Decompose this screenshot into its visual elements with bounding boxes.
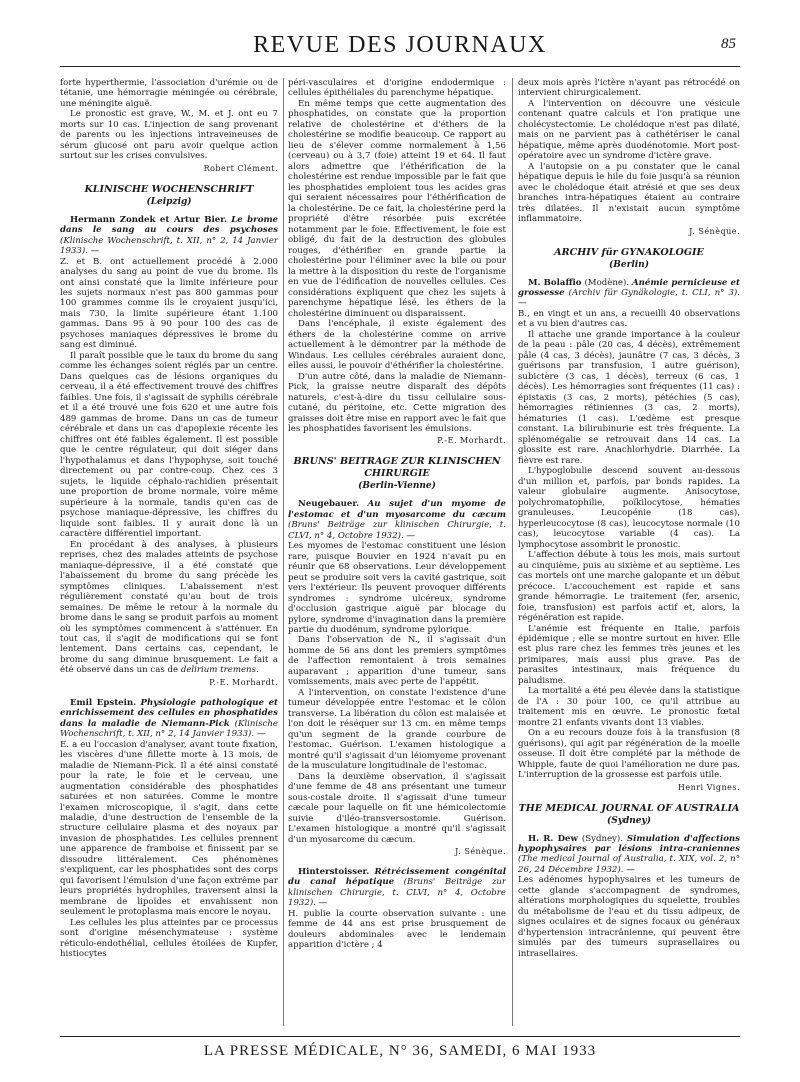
paragraph: deux mois après l'ictère n'ayant pas rétrocédé on intervient chirurgicalement. bbox=[518, 78, 740, 99]
article-reference: (Klinische Wochenschrift, t. XII, n° 2, 14 Janvier 1933). — bbox=[60, 235, 278, 257]
paragraph: Les cellules les plus atteintes par ce processus sont d'origine mésenchymateuse : système réticulo-endothélial, cellules étoilées de Kupfer, histiocytes bbox=[60, 917, 278, 960]
article-lead bbox=[518, 834, 740, 876]
columns bbox=[60, 78, 740, 1026]
paragraph: B., en vingt et un ans, a recueilli 40 observations et a vu bien d'autres cas. bbox=[518, 308, 740, 330]
article-reference: (Archiv für Gynäkologie, t. CLI, n° 3). — bbox=[518, 288, 740, 309]
signature: J. Sénèque. bbox=[689, 226, 740, 236]
article-author: M. Bolaffio bbox=[528, 277, 582, 288]
paragraph: A l'intervention on découvre une vésicule contenant quatre calculs et l'on pratique une cholécystectomie. Le cholédoque n'est pas dilaté, mais on ne parvient pas à cathétériser le canal hépatique, même après duodénotomie. Mort post-opératoire avec un syndrome d'ictère grave. bbox=[518, 98, 740, 162]
article-author: Hinterstoisser. bbox=[298, 866, 370, 877]
section-title: BRUNS' BEITRAGE ZUR KLINISCHEN CHIRURGIE bbox=[293, 456, 501, 480]
article-lead bbox=[60, 215, 278, 257]
paragraph: Dans l'observation de N., il s'agissait d'un homme de 56 ans dont les premiers symptômes de l'affection remontaient à trois semaines auparavant ; apparition d'une tumeur, sans vomissements, mais avec perte de l'appétit. bbox=[288, 635, 506, 688]
paragraph: L'hypoglobulie descend souvent au-dessous d'un million et, parfois, par bonds rapides. La valeur globulaire augmente. Anisocytose, polychromatophilie, poïkilocytose, hématies granuleuses. Leucopénie (18 cas), hyperleucocytose (8 cas), leucocytose normale (10 cas), leucocytose variable (4 cas). La lymphocytose assombrit le pronostic. bbox=[518, 466, 740, 550]
emphasis: delirium tremens. bbox=[180, 665, 259, 676]
page-number: 85 bbox=[721, 36, 736, 52]
article-reference: (Bruns' Beiträge zur klinischen Chirurgie, t. CLVI, n° 4, Octobre 1932). — bbox=[288, 520, 506, 541]
signature: Henri Vignes. bbox=[677, 782, 740, 792]
paragraph: Le pronostic est grave, W., M. et J. ont eu 7 morts sur 10 cas. L'injection de sang provenant de parents ou les injections intraveineuses de sérum glucosé ont paru avoir quelque action surtout sur les crises convulsives. bbox=[60, 109, 278, 162]
journal-page bbox=[60, 32, 740, 1064]
page-header bbox=[60, 32, 740, 67]
paragraph: Les adénomes hypophysaires et les tumeurs de cette glande s'accompagnent de syndromes, altérations morphologiques du squelette, troubles du métabolisme de l'eau et du tissu adipeux, de signes oculaires et de signes focaux ou généraux d'hypertension intracrânienne, qui peuvent être simulés par des tumeurs suprasellaires ou intrasellaires. bbox=[518, 875, 740, 959]
paragraph: Z. et B. ont actuellement procédé à 2.000 analyses du sang au point de vue du brome. Ils ont ainsi constaté que la limite inférieure pour les sujets normaux n'est pas 800 gammas pour 100 grammes comme ils le croyaient jusqu'ici, mais 730, la limite supérieure étant 1.100 gammas. Dans 95 à 90 pour 100 des cas de psychoses maniaques dépressives le brome du sang est diminué. bbox=[60, 256, 278, 351]
paragraph-text: En procédant à des analyses, à plusieurs reprises, chez des malades atteints de psychose maniaque-dépressive, il a été constaté que l'abaissement du brome du sang précède les symptômes cliniques. L'abaissement n'est régulièrement constaté qu'au bout de trois semaines. De même le retour à la normale du brome dans le sang se produit parfois au moment où les symptômes commencent à s'atténuer. En tout cas, il s'agit de modifications qui se font lentement. Dans certains cas, cependant, le brome du sang diminue brusquement. Le fait a été observé dans un cas de bbox=[60, 539, 278, 676]
column-right bbox=[518, 78, 740, 1026]
paragraph: E. a eu l'occasion d'analyser, avant toute fixation, les viscères d'une fillette morte à 13 mois, de maladie de Niemann-Pick. Il a été ainsi constaté pour la rate, le foie et le cerveau, une augmentation considérable des phosphatides saturées et non saturées. Comme le montre l'examen microscopique, il s'agit, dans cette maladie, d'une destruction de l'ensemble de la structure cellulaire plasma et des noyaux par invasion de phosphatides. Les cellules prennent une apparence de framboise et finissent par se dissoudre littéralement. Ces phénomènes s'expliquent, car les phosphatides sont des corps qui favorisent l'émulsion d'une façon extrême par leurs propriétés hydrophiles, traversent ainsi la membrane de lipoïdes et envahissent non seulement le protoplasma mais encore le noyau. bbox=[60, 739, 278, 918]
column-rule bbox=[283, 78, 284, 1026]
column-left bbox=[60, 78, 278, 1026]
paragraph bbox=[60, 540, 278, 676]
paragraph: H. publie la courte observation suivante : une femme de 44 ans est prise brusquement de douleurs abdominales avec le lendemain apparition d'ictère ; 4 bbox=[288, 908, 506, 951]
paragraph: En même temps que cette augmentation des phosphatides, on constate que la proportion relative de cholestérine et d'éthers de la cholestérine se modifie beaucoup. Ce rapport au lieu de s'élever comme normalement à 1,56 (cerveau) ou à 3,7 (foie) atteint 19 et 64. Il faut alors admettre que l'éthérification de la cholestérine est rendue impossible par le fait que les phosphatides emploient tous les acides gras qui seraient nécessaires pour l'éthérification de la cholestérine. De ce fait, la cholestérine perd la propriété d'être résorbée puis excrétée notamment par le foie. Effectivement, le foie est obligé, du fait de la destruction des globules rouges, d'éthérifier en grande partie la cholestérine pour l'éliminer avec la bile ou pour la mettre à la disposition du reste de l'organisme en vue de l'édification de nouvelles cellules. Ces considérations expliquent que chez les sujets à parenchyme hépatique lésé, les éthers de la cholestérine diminuent ou disparaissent. bbox=[288, 98, 506, 319]
article-title: Simulation d'affections hypophysaires par lésions intra-craniennes bbox=[518, 833, 740, 854]
article-author: Hermann Zondek et Artur Bier. bbox=[70, 214, 227, 225]
section-title: THE MEDICAL JOURNAL OF AUSTRALIA bbox=[518, 802, 740, 814]
section-title: KLINISCHE WOCHENSCHRIFT bbox=[84, 183, 254, 195]
article-lead bbox=[518, 278, 740, 309]
paragraph: D'un autre côté, dans la maladie de Niemann-Pick, la graisse neutre disparaît des dépôts naturels, c'est-à-dire du tissu cellulaire sous-cutané, du péritoine, etc. Cette migration des graisses doit être mise en rapport avec le fait que les phosphatides favorisent les émulsions. bbox=[288, 371, 506, 434]
paragraph: L'anémie est fréquente en Italie, parfois épidémique ; elle se montre surtout en hiver. Elle est plus rare chez les femmes très jeunes et les primipares, mais aussi plus grave. Pas de parasites intestinaux, mais fréquence du paludisme. bbox=[518, 623, 740, 686]
paragraph: On a eu recours douze fois à la transfusion (8 guérisons), qui agit par régénération de la moelle osseuse. Il doit être complété par la méthode de Whipple, faute de quoi l'amélioration ne dure pas. L'interruption de la grossesse est parfois utile. bbox=[518, 728, 740, 781]
article-author: Emil Epstein. bbox=[70, 697, 137, 708]
article-reference: (Bruns' Beiträge zur klinischen Chirurgie, t. CLVI, n° 4, Octobre 1932). — bbox=[288, 877, 506, 909]
paragraph: A l'autopsie on a pu constater que le canal hépatique depuis le hile du foie jusqu'à sa réunion avec le cholédoque était atrésié et que ses deux branches intra-hépatiques étaient au contraire très dilatées. Il n'existait aucun symptôme inflammatoire. bbox=[518, 161, 740, 225]
article-location: (Modène). bbox=[584, 277, 630, 288]
running-title: REVUE DES JOURNAUX bbox=[253, 32, 547, 58]
article-location: (Sydney). bbox=[581, 833, 623, 844]
article-lead bbox=[288, 499, 506, 541]
section-city: (Sydney) bbox=[606, 815, 652, 826]
article-title: Rétrécissement congénital du canal hépatique bbox=[288, 866, 506, 888]
paragraph: forte hyperthermie, l'association d'urémie ou de tétanie, une hémorragie méningée ou cérébrale, une méningite aiguë. bbox=[60, 78, 278, 109]
paragraph: Il attache une grande importance à la couleur de la peau : pâle (20 cas, 4 décès), extrêmement pâle (4 cas, 3 décès), jaunâtre (7 cas, 3 décès, 3 guérisons par transfusion, 1 autre guérison), subictère (3 cas, 1 décès), terreux (6 cas, 1 décès). Les hémorragies sont fréquentes (11 cas) : épistaxis (3 cas, 2 morts), pétéchies (5 cas), hémorragies rétiniennes (3 cas, 2 morts), hématuries (1 cas). L'œdème est presque constant. La bilirubinurie est très fréquente. La splénomégalie se retrouvait dans 14 cas. La glossite est rare. Anachlorhydrie. Diarrhée. La fièvre est rare. bbox=[518, 329, 740, 466]
article-title: Physiologie pathologique et enrichissement des cellules en phosphatides dans la maladie de Niemann-Pick bbox=[60, 697, 278, 729]
signature: P.-E. Morhardt. bbox=[437, 436, 506, 446]
article-author: H. R. Dew bbox=[528, 833, 578, 844]
column-rule bbox=[512, 78, 513, 1026]
article-reference: (The medical Journal of Australia, t. XIX, vol. 2, n° 26, 24 Décembre 1932). — bbox=[518, 854, 740, 875]
paragraph: A l'intervention, on constate l'existence d'une tumeur développée entre l'estomac et le côlon transverse. La libération du côlon est malaisée et l'on doit le réséquer sur 13 cm. en même temps qu'un segment de la grande courbure de l'estomac. Guérison. L'examen histologique a montré qu'il s'agissait d'un léiomyome provenant de la musculature longitudinale de l'estomac. bbox=[288, 687, 506, 772]
section-city: (Berlin) bbox=[609, 259, 649, 270]
signature: Robert Clément. bbox=[203, 163, 278, 173]
paragraph: Dans l'encéphale, il existe également des éthers de la cholestérine comme on arrive actuellement à le démontrer par la méthode de Windaus. Les cellules cérébrales auraient donc, elles aussi, le pouvoir d'éthérifier la cholestérine. bbox=[288, 319, 506, 372]
paragraph: La mortalité a été peu élevée dans la statistique de l'A : 30 pour 100, ce qu'il attribue au traitement mis en œuvre. Le pronostic fœtal montre 21 enfants vivants dont 13 viables. bbox=[518, 686, 740, 728]
paragraph: Les myomes de l'estomac constituent une lésion rare, puisque Bouvier en 1924 n'avait pu en réunir que 68 observations. Leur développement peut se produire soit vers la cavité gastrique, soit vers l'extérieur. Ils peuvent provoquer différents syndromes : syndrome ulcéreux, syndrome d'occlusion gastrique aiguë par blocage du pylore, syndrome d'invagination dans la première partie du duodénum, syndrome pylorique. bbox=[288, 541, 506, 635]
paragraph: L'affection débute à tous les mois, mais surtout au cinquième, puis au sixième et au septième. Les cas mortels ont une marche galopante et un début précoce. L'accouchement est rapide et sans grande hémorragie. Le traitement (fer, arsenic, foie, transfusion) est parfois actif et, alors, la régénération est rapide. bbox=[518, 550, 740, 624]
article-lead bbox=[60, 698, 278, 740]
article-reference: (Klinische Wochenschrift, t. XII, n° 2, 14 Janvier 1933). — bbox=[60, 718, 278, 740]
signature: J. Sénèque. bbox=[455, 847, 506, 857]
article-title: Au sujet d'un myome de l'estomac et d'un myosarcome du cæcum bbox=[288, 499, 506, 520]
article-lead bbox=[288, 867, 506, 909]
section-city: (Berlin-Vienne) bbox=[358, 481, 436, 492]
signature: P.-E. Morhardt. bbox=[209, 677, 278, 687]
paragraph: Dans la deuxième observation, il s'agissait d'une femme de 48 ans présentant une tumeur sous-costale droite. Il s'agissait d'une tumeur cæcale pour laquelle on fit une hémicolectomie suivie d'iléo-transversostomie. Guérison. L'examen histologique a montré qu'il s'agissait d'un myosarcome du cæcum. bbox=[288, 771, 506, 845]
column-middle bbox=[288, 78, 506, 1026]
article-title: Le brome dans le sang au cours des psychoses bbox=[60, 214, 278, 236]
section-title: ARCHIV für GYNAKOLOGIE bbox=[554, 246, 704, 258]
page-footer: LA PRESSE MÉDICALE, N° 36, SAMEDI, 6 MAI 1933 bbox=[60, 1036, 740, 1062]
section-city: (Leipzig) bbox=[146, 196, 192, 207]
article-author: Neugebauer. bbox=[298, 499, 360, 510]
paragraph: Il paraît possible que le taux du brome du sang comme les échanges soient réglés par un centre. Dans quelques cas de lésions organiques du cerveau, il a été effectivement trouvé des chiffres faibles. Une fois, il s'agissait de syphilis cérébrale et il a été trouvé une fois 620 et une autre fois 489 gammas de brome. Dans un cas de tumeur cérébrale et dans un cas d'apoplexie récente les chiffres ont été faibles également. Il est possible que le centre régulateur, qui doit siéger dans l'hypothalamus et dans l'hypophyse, soit touché directement ou par contre-coup. Chez ces 3 sujets, le liquide céphalo-rachidien présentait une proportion de brome normale, voire même supérieure à la normale, tandis qu'en cas de psychose maniaque-dépressive, les chiffres du liquide sont faibles. Il y aurait donc là un caractère différentiel important. bbox=[60, 350, 278, 540]
article-title: Anémie pernicieuse et grossesse bbox=[518, 277, 740, 298]
paragraph: péri-vasculaires et d'origine endodermique : cellules épithéliales du parenchyme hépatique. bbox=[288, 78, 506, 99]
